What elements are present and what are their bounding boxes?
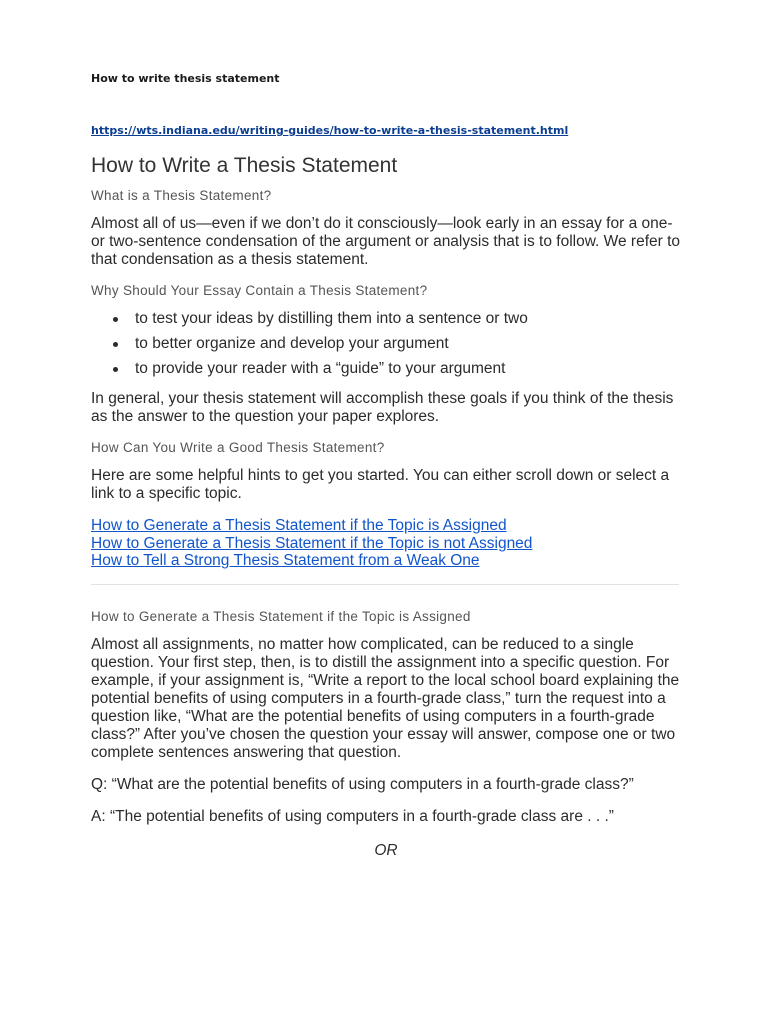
page-title: How to Write a Thesis Statement — [91, 154, 398, 177]
topic-links — [91, 517, 681, 570]
document-title: How to write thesis statement — [91, 72, 280, 85]
paragraph-hints: Here are some helpful hints to get you started. You can either scroll down or select a link to a specific topic. — [91, 467, 670, 503]
list-item — [91, 360, 681, 378]
or-label: OR — [374, 841, 398, 859]
goal-list — [91, 310, 681, 378]
list-item — [91, 335, 681, 353]
bullet-icon — [113, 367, 118, 372]
section-subhead-topic-assigned: How to Generate a Thesis Statement if the Topic is Assigned — [91, 608, 471, 624]
bullet-icon — [113, 317, 118, 322]
list-item-text: to provide your reader with a “guide” to your argument — [135, 360, 506, 378]
paragraph-goals: In general, your thesis statement will accomplish these goals if you think of the thesis as the answer to the question your paper explores. — [91, 390, 674, 426]
section-subhead-what-is: What is a Thesis Statement? — [91, 188, 272, 204]
question-text: Q: “What are the potential benefits of using computers in a fourth-grade class?” — [91, 775, 634, 793]
article-body — [91, 153, 681, 860]
link-topic-assigned[interactable]: How to Generate a Thesis Statement if the Topic is Assigned — [91, 517, 507, 535]
section-subhead-how: How Can You Write a Good Thesis Statement? — [91, 440, 385, 456]
source-url-link[interactable]: https://wts.indiana.edu/writing-guides/how-to-write-a-thesis-statement.html — [91, 124, 569, 137]
bullet-icon — [113, 342, 118, 347]
list-item-text: to test your ideas by distilling them into a sentence or two — [135, 310, 528, 328]
paragraph-definition: Almost all of us—even if we don’t do it consciously—look early in an essay for a one- or two-sentence condensation of the argument or analysis that is to follow. We refer to that condensation as a thesis statement. — [91, 215, 681, 269]
list-item-text: to better organize and develop your argument — [135, 335, 449, 353]
link-topic-not-assigned[interactable]: How to Generate a Thesis Statement if the Topic is not Assigned — [91, 534, 533, 552]
list-item — [91, 310, 681, 328]
section-subhead-why: Why Should Your Essay Contain a Thesis Statement? — [91, 283, 428, 299]
link-strong-vs-weak[interactable]: How to Tell a Strong Thesis Statement from a Weak One — [91, 552, 480, 570]
answer-text: A: “The potential benefits of using computers in a fourth-grade class are . . .” — [91, 807, 614, 825]
divider — [91, 584, 679, 585]
paragraph-assignments: Almost all assignments, no matter how complicated, can be reduced to a single question. Your first step, then, is to distill the assignment into a specific question. For example, if your assignment is, “Write a report to the local school board explaining the potential benefits of using computers in a fourth-grade class,” turn the request into a question like, “What are the potential benefits of using computers in a fourth-grade class?” After you’ve chosen the question your essay will answer, compose one or two complete sentences answering that question. — [91, 635, 680, 761]
